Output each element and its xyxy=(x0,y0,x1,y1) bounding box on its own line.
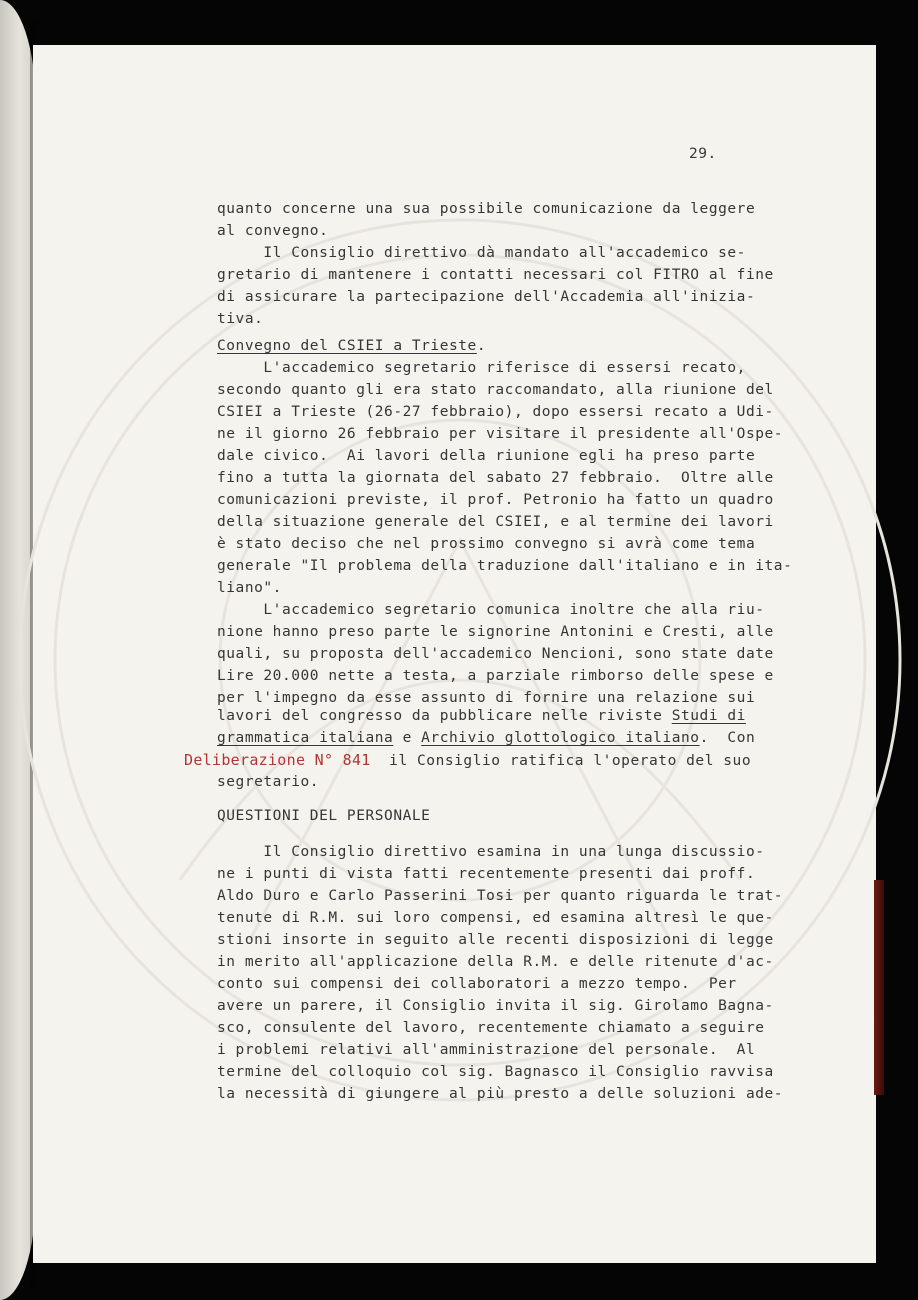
text-line: secondo quanto gli era stato raccomandato, alla riunione del xyxy=(217,382,774,398)
deliberation-text: il Consiglio ratifica l'operato del suo xyxy=(370,753,752,769)
text-line: Aldo Duro e Carlo Passerini Tosi per quanto riguarda le trat- xyxy=(217,888,784,904)
section-heading-period: . xyxy=(476,338,487,354)
lavori-text: lavori del congresso da pubblicare nelle riviste xyxy=(217,708,672,724)
text-line xyxy=(217,728,755,748)
journal-title-studi: Studi di xyxy=(671,708,746,724)
conjunction-text: e xyxy=(393,730,422,746)
text-line: L'accademico segretario riferisce di essersi recato, xyxy=(217,360,746,376)
text-line: sco, consulente del lavoro, recentemente chiamato a seguire xyxy=(217,1020,765,1036)
text-line: CSIEI a Trieste (26-27 febbraio), dopo essersi recato a Udi- xyxy=(217,404,774,420)
section-heading xyxy=(217,336,486,356)
text-line: gretario di mantenere i contatti necessari col FITRO al fine xyxy=(217,267,774,283)
text-line: per l'impegno da esse assunto di fornire una relazione sui xyxy=(217,690,756,706)
deliberation-line xyxy=(184,750,751,771)
text-line: i problemi relativi all'amministrazione del personale. Al xyxy=(217,1042,756,1058)
text-line: avere un parere, il Consiglio invita il sig. Girolamo Bagna- xyxy=(217,998,774,1014)
text-line: Lire 20.000 nette a testa, a parziale rimborso delle spese e xyxy=(217,668,774,684)
text-line: L'accademico segretario comunica inoltre che alla riu- xyxy=(217,602,765,618)
text-line: comunicazioni previste, il prof. Petronio ha fatto un quadro xyxy=(217,492,774,508)
deliberation-stamp: Deliberazione N° 841 xyxy=(184,751,371,769)
text-line: tenute di R.M. sui loro compensi, ed esamina altresì le que- xyxy=(217,910,774,926)
text-line: fino a tutta la giornata del sabato 27 febbraio. Oltre alle xyxy=(217,470,774,486)
text-line: in merito all'applicazione della R.M. e delle ritenute d'ac- xyxy=(217,954,774,970)
text-line: segretario. xyxy=(217,774,320,790)
text-line: è stato deciso che nel prossimo convegno si avrà come tema xyxy=(217,536,756,552)
text-line: dale civico. Ai lavori della riunione egli ha preso parte xyxy=(217,448,756,464)
text-line: tiva. xyxy=(217,311,264,327)
con-text: . Con xyxy=(699,730,756,746)
text-line xyxy=(217,706,746,726)
text-line: conto sui compensi dei collaboratori a mezzo tempo. Per xyxy=(217,976,737,992)
text-line: quali, su proposta dell'accademico Nencioni, sono state date xyxy=(217,646,774,662)
journal-title-grammatica: grammatica italiana xyxy=(217,730,394,746)
text-line: di assicurare la partecipazione dell'Accademia all'inizia- xyxy=(217,289,756,305)
text-line: nione hanno preso parte le signorine Antonini e Cresti, alle xyxy=(217,624,774,640)
text-line: della situazione generale del CSIEI, e al termine dei lavori xyxy=(217,514,774,530)
text-line: al convegno. xyxy=(217,223,329,239)
text-line: Il Consiglio direttivo dà mandato all'accademico se- xyxy=(217,245,746,261)
text-line: termine del colloquio col sig. Bagnasco il Consiglio ravvisa xyxy=(217,1064,774,1080)
text-line: QUESTIONI DEL PERSONALE xyxy=(217,808,431,824)
journal-title-archivio: Archivio glottologico italiano xyxy=(421,730,700,746)
text-line: stioni insorte in seguito alle recenti disposizioni di legge xyxy=(217,932,774,948)
text-line: Il Consiglio direttivo esamina in una lunga discussio- xyxy=(217,844,765,860)
text-line: ne il giorno 26 febbraio per visitare il presidente all'Ospe- xyxy=(217,426,784,442)
text-line: liano". xyxy=(217,580,282,596)
page-number: 29. xyxy=(689,146,717,162)
section-heading-title: Convegno del CSIEI a Trieste xyxy=(217,338,477,354)
text-line: ne i punti di vista fatti recentemente presenti dai proff. xyxy=(217,866,756,882)
text-line: quanto concerne una sua possibile comunicazione da leggere xyxy=(217,201,756,217)
text-line: la necessità di giungere al più presto a delle soluzioni ade- xyxy=(217,1086,784,1102)
binding-edge xyxy=(874,880,884,1095)
text-line: generale "Il problema della traduzione dall'italiano e in ita- xyxy=(217,558,793,574)
